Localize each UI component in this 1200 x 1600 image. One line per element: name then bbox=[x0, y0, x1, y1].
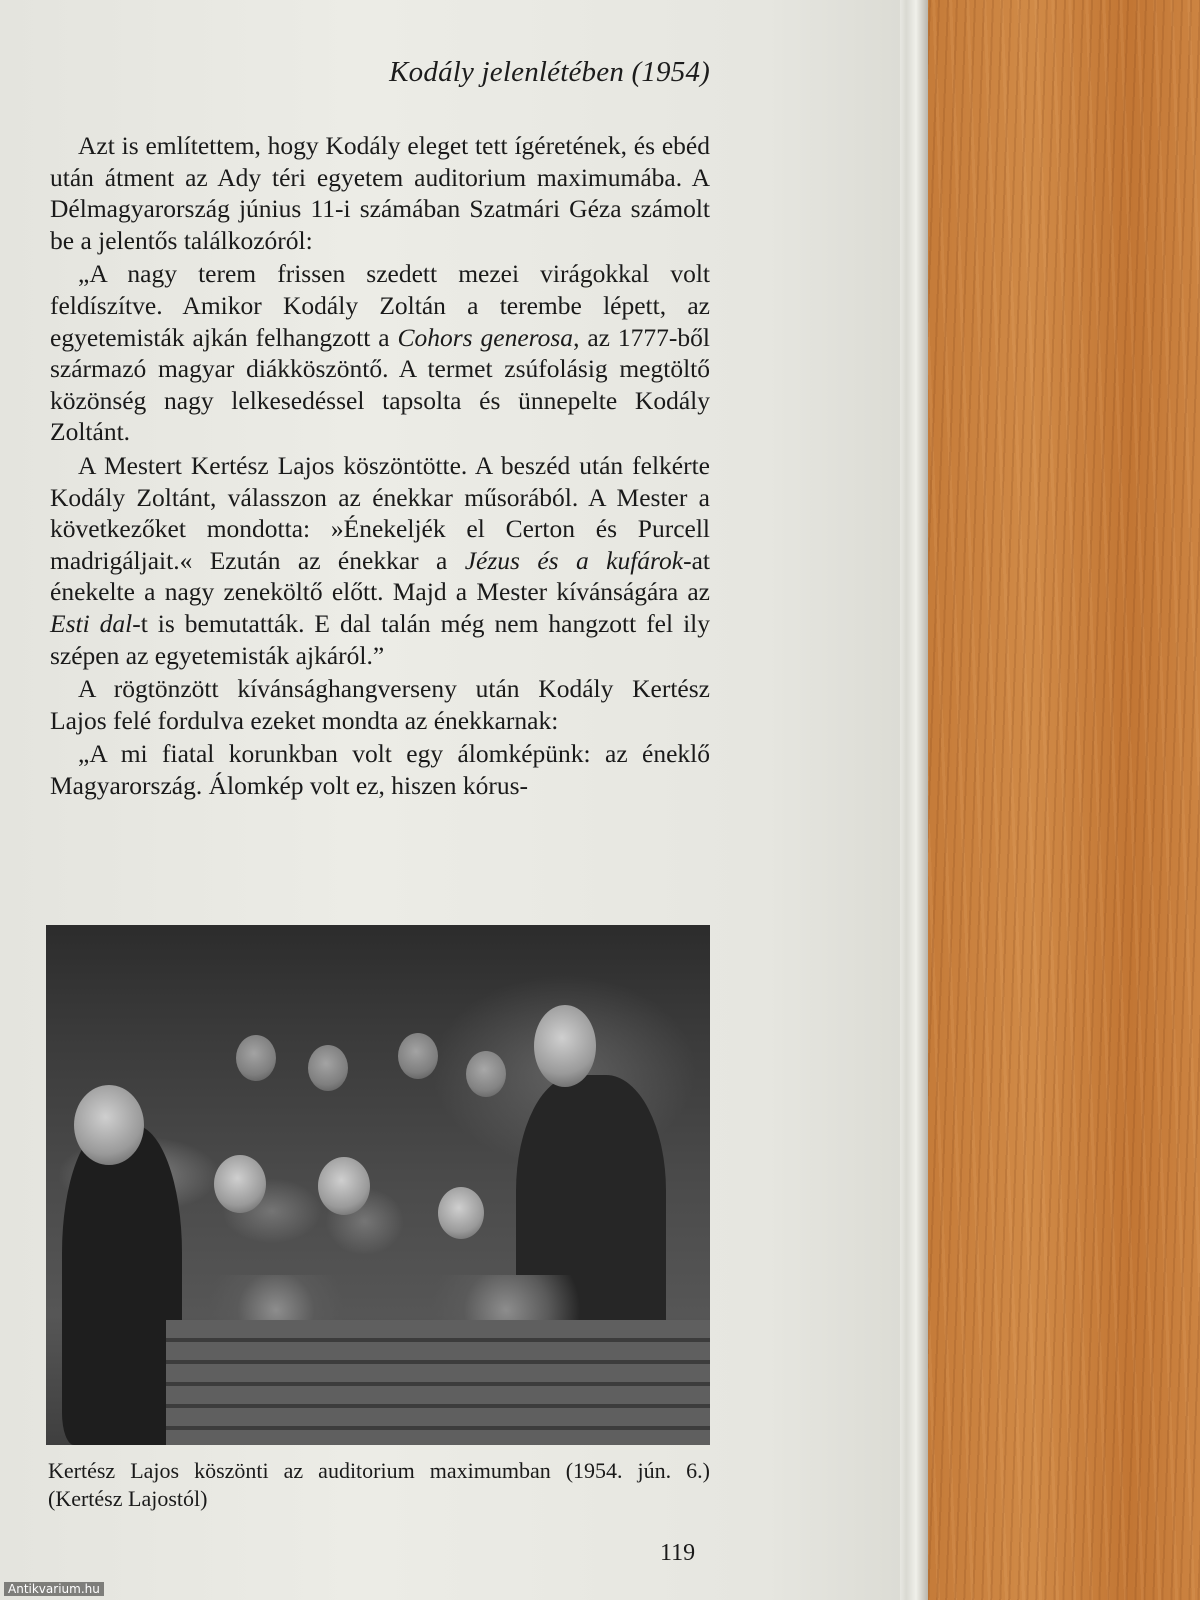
text-run: „A mi fiatal korunkban volt egy álomképünk: az éneklő Magyarország. Álomkép volt ez, hiszen kórus- bbox=[50, 739, 710, 800]
photo-head-student-3 bbox=[438, 1187, 484, 1239]
text-run: A Mestert Kertész Lajos köszöntötte. A beszéd után felkérte Kodály Zoltánt, válasszon az énekkar műsorából. A Mester a következőket mondotta: »Énekeljék el Certon és Purcell madrigáljait.« Ezután az énekkar a bbox=[50, 450, 710, 575]
text-run: , az 1777-ből származó magyar diákköszöntő. A termet zsúfolásig megtöltő közönség nagy lelkesedéssel tapsolta és ünnepelte Kodály Zoltánt. bbox=[50, 322, 710, 447]
page-number: 119 bbox=[660, 1540, 696, 1566]
paragraph bbox=[50, 738, 710, 801]
photo-head-back-2 bbox=[308, 1045, 348, 1091]
watermark: Antikvarium.hu bbox=[4, 1582, 104, 1596]
text-run: -t is bemutatták. E dal talán még nem hangzott fel ily szépen az egyetemisták ajkáról.” bbox=[50, 608, 710, 670]
paragraph bbox=[50, 130, 710, 256]
photo-head-kodaly bbox=[534, 1005, 596, 1087]
photo-caption: Kertész Lajos köszönti az auditorium maximumban (1954. jún. 6.) (Kertész Lajostól) bbox=[48, 1458, 710, 1511]
paragraph bbox=[50, 258, 710, 448]
text-run: -at énekelte a nagy zeneköltő előtt. Majd a Mester kívánságára az bbox=[50, 545, 710, 607]
photo-bench bbox=[166, 1320, 710, 1445]
italic-title: Esti dal bbox=[50, 608, 133, 638]
running-head: Kodály jelenlétében (1954) bbox=[389, 56, 710, 88]
wooden-table-background bbox=[920, 0, 1200, 1600]
text-run: „A nagy terem frissen szedett mezei virágokkal volt feldíszítve. Amikor Kodály Zoltán a terembe lépett, az egyetemisták ajkán felhangzott a bbox=[50, 259, 710, 352]
photo-head-back-4 bbox=[466, 1051, 506, 1097]
text-run: Azt is említettem, hogy Kodály eleget tett ígéretének, és ebéd után átment az Ady téri egyetem auditorium maximumába. A Délmagyarország június 11-i számában Szatmári Géza számolt be a jelentős találkozóról: bbox=[50, 131, 710, 255]
italic-title: Jézus és a kufárok bbox=[464, 545, 684, 575]
paragraph bbox=[50, 450, 710, 671]
photo-head-speaker bbox=[74, 1085, 144, 1165]
body-text bbox=[50, 130, 710, 803]
italic-title: Cohors generosa bbox=[397, 322, 574, 352]
archival-photo bbox=[46, 925, 710, 1445]
photo-head-back-3 bbox=[398, 1033, 438, 1079]
photo-head-student-2 bbox=[318, 1157, 370, 1215]
text-run: A rögtönzött kívánsághangverseny után Kodály Kertész Lajos felé fordulva ezeket mondta az énekkarnak: bbox=[50, 674, 710, 735]
photo-figure-speaker bbox=[62, 1125, 182, 1445]
photo-head-back-1 bbox=[236, 1035, 276, 1081]
photo-head-student-1 bbox=[214, 1155, 266, 1213]
paragraph bbox=[50, 673, 710, 736]
